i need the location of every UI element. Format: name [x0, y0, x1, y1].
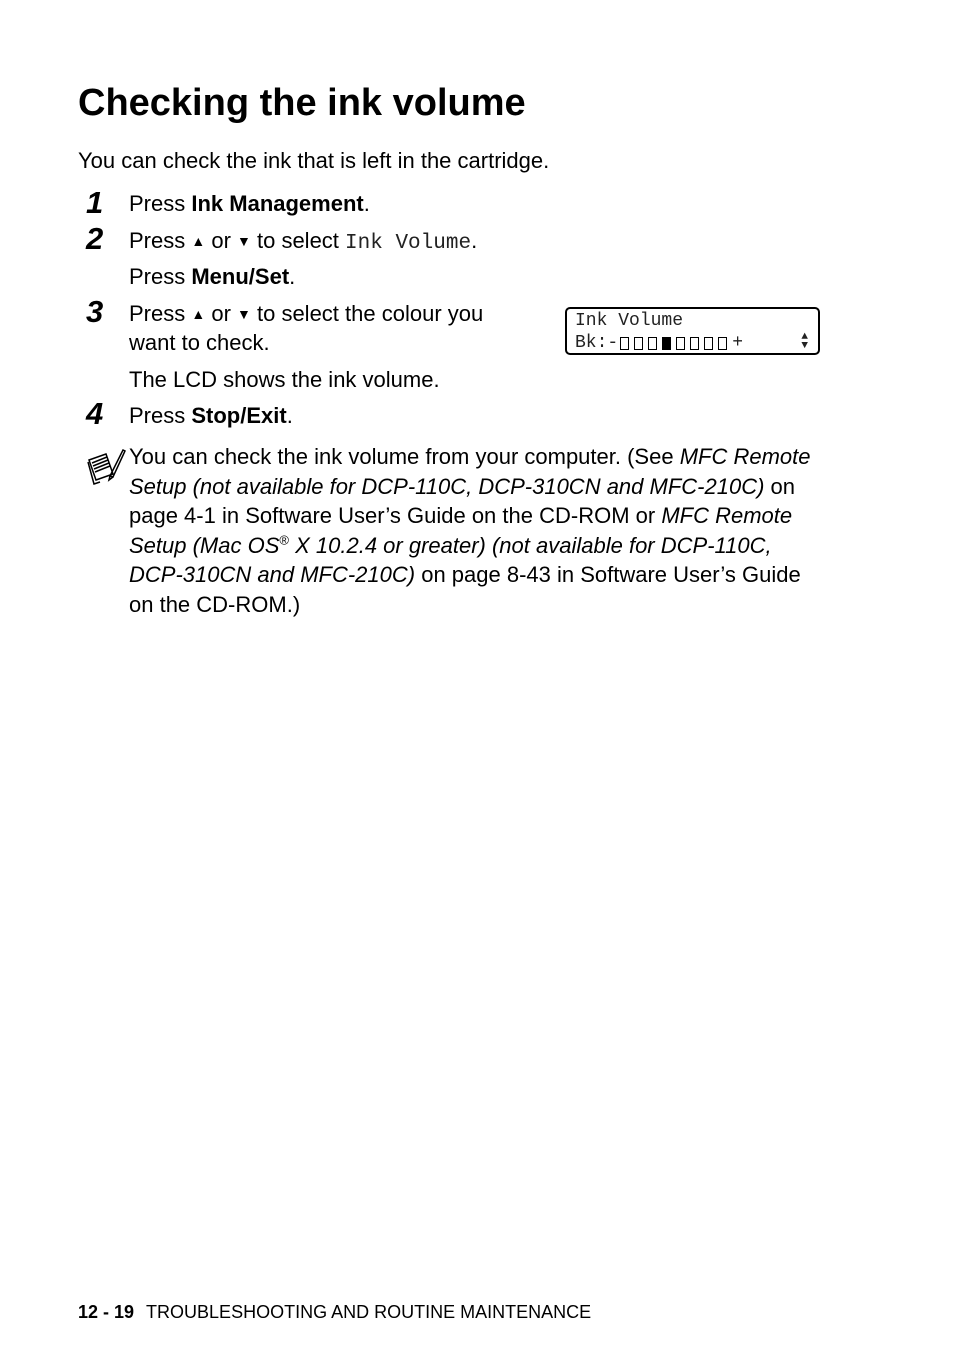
note-link-remote-setup: MFC Remote Setup (not available for DCP-110C, DCP-310CN and MFC-210C): [129, 444, 811, 499]
ink-level-segment: [648, 337, 657, 350]
lcd-menu-text: Ink Volume: [345, 232, 472, 255]
step-3-text: Press ▲ or ▼ to select the colour you: [129, 301, 484, 326]
section-title: TROUBLESHOOTING AND ROUTINE MAINTENANCE: [146, 1302, 592, 1322]
step-4-text: Press Stop/Exit.: [129, 403, 293, 428]
page-title: Checking the ink volume: [78, 82, 526, 124]
step-1-number: 1: [86, 185, 104, 220]
lcd-line-2: [575, 332, 743, 354]
lcd-suffix: +: [732, 333, 744, 353]
down-arrow-icon: ▼: [237, 306, 251, 322]
ink-level-segment: [718, 337, 727, 350]
ink-level-segment: [676, 337, 685, 350]
lcd-line-1: Ink Volume: [575, 311, 684, 331]
ink-level-segment: [662, 337, 671, 350]
intro-text: You can check the ink that is left in the cartridge.: [78, 148, 550, 173]
step-3-text-line3: The LCD shows the ink volume.: [129, 367, 440, 392]
step-2-text: Press ▲ or ▼ to select Ink Volume.: [129, 228, 478, 255]
step-3-number: 3: [86, 294, 104, 329]
ink-level-meter: [620, 337, 732, 350]
step-4-number: 4: [86, 396, 104, 431]
step-2-number: 2: [86, 221, 104, 256]
stop-exit-key: Stop/Exit: [191, 403, 287, 428]
page-number: 12 - 19: [78, 1302, 135, 1322]
menu-set-key: Menu/Set: [191, 264, 290, 289]
lcd-scroll-arrows-icon: ▲ ▼: [801, 331, 808, 352]
step-1-text: Press Ink Management.: [129, 191, 370, 216]
ink-level-segment: [704, 337, 713, 350]
note-pencil-icon: [86, 446, 126, 490]
ink-level-segment: [690, 337, 699, 350]
lcd-display: [565, 307, 820, 355]
lcd-prefix: Bk:-: [575, 333, 619, 353]
note-text: You can check the ink volume from your computer. (See MFC Remote Setup (not available for DCP-110C, DCP-310CN and MFC-210C) on page 4-1 in Software User’s Guide on the CD-ROM or MFC Remote Setup (Mac OS® X 10.2.4 or greater) (not available for DCP-110C, DCP-310CN and MFC-210C) on page 8-43 in Software User’s Guide on the CD-ROM.): [129, 444, 811, 617]
ink-management-key: Ink Management: [191, 191, 364, 216]
down-arrow-icon: ▼: [237, 233, 251, 249]
up-arrow-icon: ▲: [191, 306, 206, 322]
page-footer: [78, 1300, 591, 1324]
step-2-text-line2: Press Menu/Set.: [129, 264, 296, 289]
up-arrow-icon: ▲: [191, 233, 206, 249]
ink-level-segment: [620, 337, 629, 350]
step-3-text-line2: want to check.: [129, 330, 270, 355]
ink-level-segment: [634, 337, 643, 350]
